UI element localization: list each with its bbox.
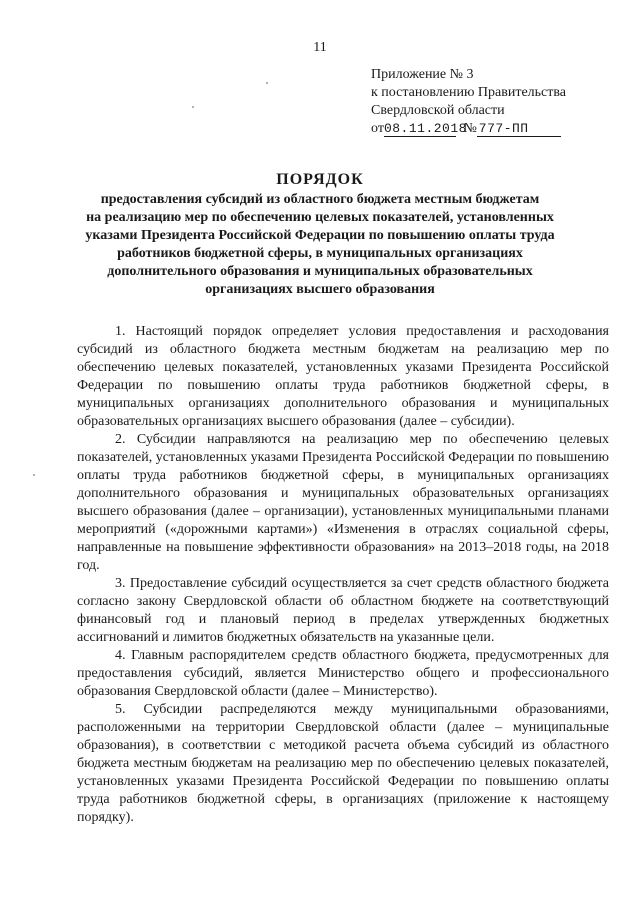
title-subtitle-line: указами Президента Российской Федерации по повышению оплаты труда <box>85 228 555 243</box>
title-subtitle-line: на реализацию мер по обеспечению целевых показателей, установленных <box>86 210 554 225</box>
number-prefix: № <box>463 121 477 136</box>
paragraph-2: 2. Субсидии направляются на реализацию мер по обеспечению целевых показателей, установленных указами Президента Российской Федерации по повышению оплаты труда работников бюджетной сферы, в муниципальных организациях дополнительного образования и муниципальных образовательных организациях высшего образования (далее – организации), установленных муниципальными планами мероприятий («дорожными картами») «Изменения в отраслях социальной сферы, направленные на повышение эффективности образования» на 2013–2018 годы, на 2018 год. <box>77 432 609 573</box>
paragraph-3: 3. Предоставление субсидий осуществляется за счет средств областного бюджета согласно закону Свердловской области об областном бюджете на соответствующий финансовый год и плановый период в пределах утвержденных бюджетных ассигнований и лимитов бюджетных обязательств на указанные цели. <box>77 576 609 645</box>
appendix-header <box>371 66 566 138</box>
scan-artifact <box>266 82 268 84</box>
document-title: ПОРЯДОК <box>276 171 364 188</box>
page-number: 11 <box>313 40 327 55</box>
appendix-resolution-ref: к постановлению Правительства <box>371 85 567 100</box>
title-subtitle-line: работников бюджетной сферы, в муниципальных организациях <box>117 246 523 261</box>
appendix-title: Приложение № 3 <box>371 67 474 82</box>
appendix-region: Свердловской области <box>371 103 505 118</box>
date-prefix: от <box>371 121 384 136</box>
title-subtitle-line: организациях высшего образования <box>205 282 435 297</box>
scan-artifact <box>33 474 35 476</box>
title-subtitle-line: предоставления субсидий из областного бюджета местным бюджетам <box>100 192 540 207</box>
resolution-number: 777-ПП <box>477 121 561 137</box>
appendix-date-number-line <box>371 120 566 138</box>
paragraph-1: 1. Настоящий порядок определяет условия предоставления и расходования субсидий из областного бюджета местным бюджетам на реализацию мер по обеспечению целевых показателей, установленных указами Президента Российской Федерации по повышению оплаты труда работников бюджетной сферы, в муниципальных организациях дополнительного образования и муниципальных образовательных организациях высшего образования (далее – субсидии). <box>77 324 609 429</box>
document-body <box>77 323 609 827</box>
scan-artifact <box>192 106 194 108</box>
resolution-date: 08.11.2018 <box>383 121 467 136</box>
document-title-block <box>60 170 580 299</box>
paragraph-4: 4. Главным распорядителем средств областного бюджета, предусмотренных для предоставления субсидий, является Министерство общего и профессионального образования Свердловской области (далее – Министерство). <box>77 648 609 699</box>
paragraph-5: 5. Субсидии распределяются между муниципальными образованиями, расположенными на территории Свердловской области (далее – муниципальные образования), в соответствии с методикой расчета объема субсидий из областного бюджета местным бюджетам на реализацию мер по обеспечению целевых показателей, установленных указами Президента Российской Федерации по повышению оплаты труда работников бюджетной сферы, в организациях (приложение к настоящему порядку). <box>77 702 609 825</box>
title-subtitle-line: дополнительного образования и муниципальных образовательных <box>107 264 533 279</box>
